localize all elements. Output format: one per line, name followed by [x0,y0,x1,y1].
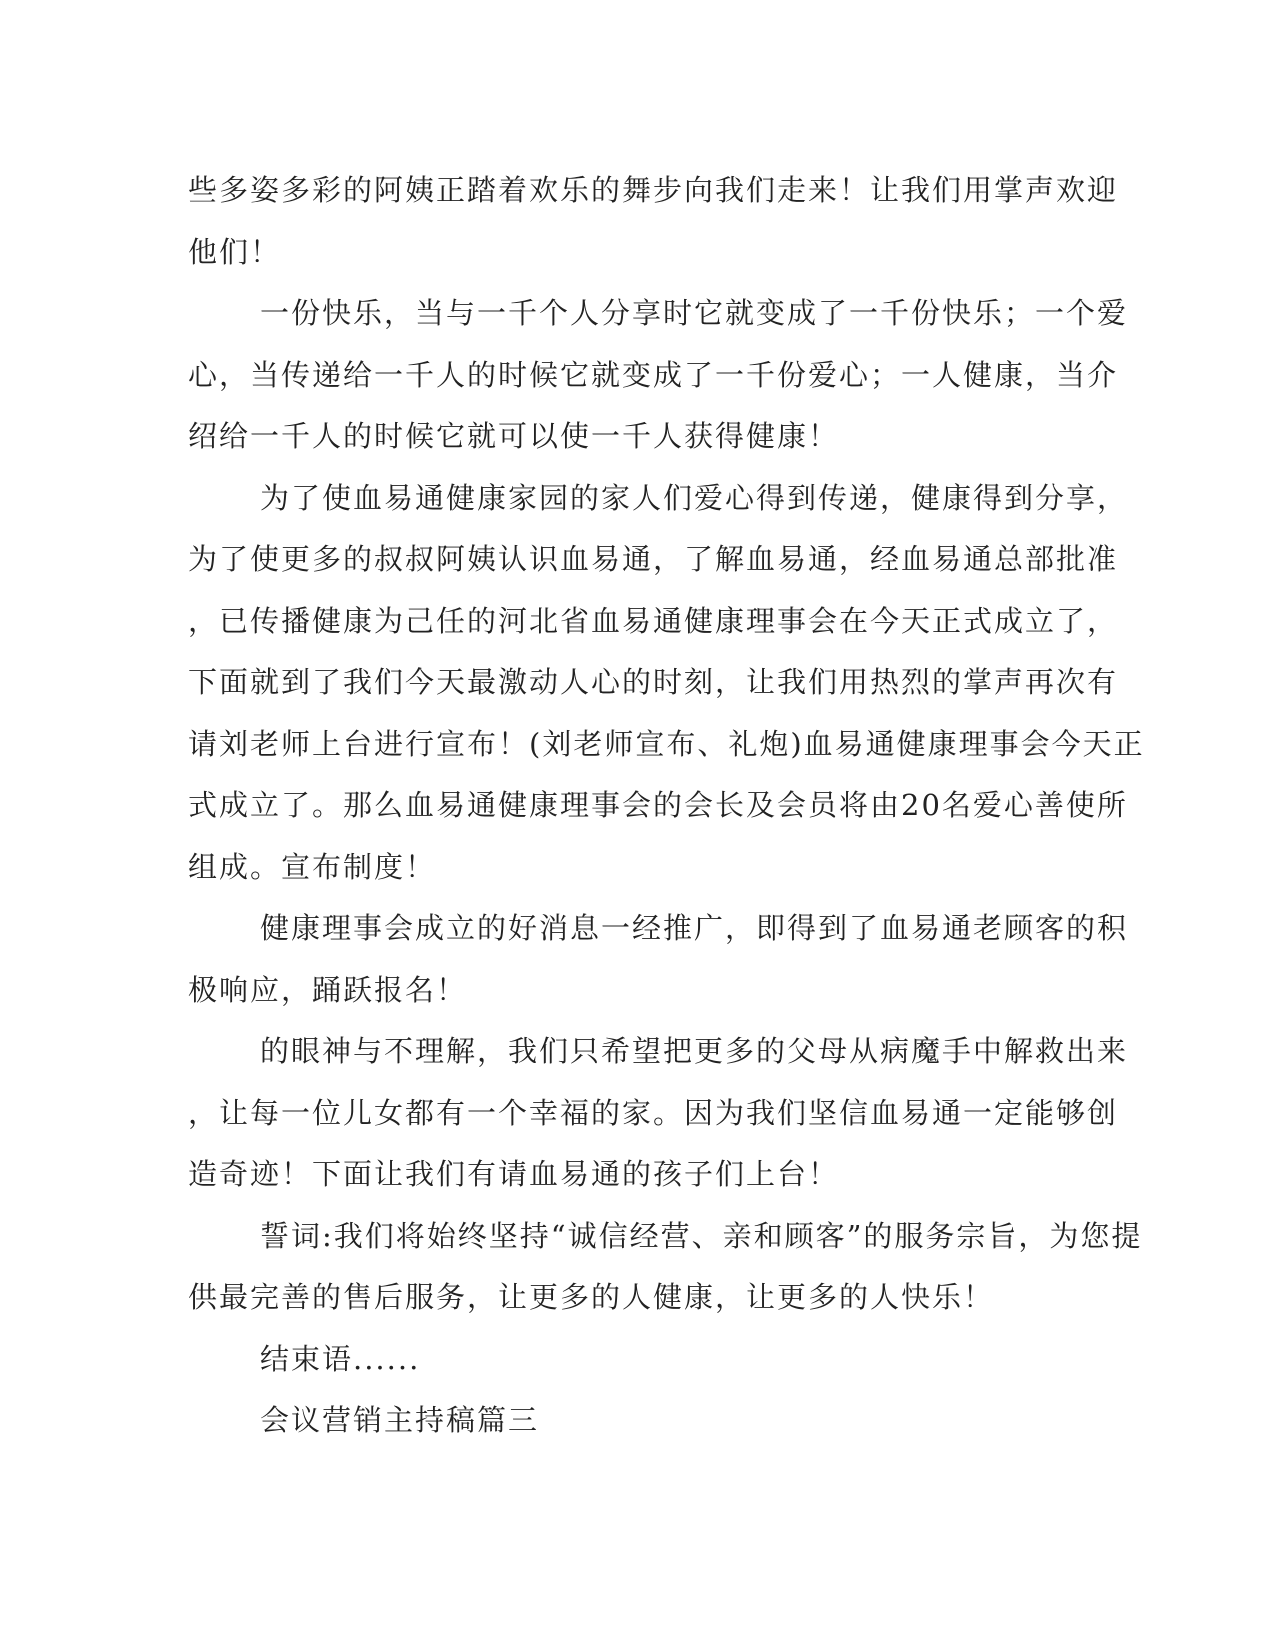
text-line: 心，当传递给一千人的时候它就变成了一千份爱心；一人健康，当介 [188,357,1119,392]
text-line: 一份快乐，当与一千个人分享时它就变成了一千份快乐；一个爱 [260,296,1129,330]
text-line: 的眼神与不理解，我们只希望把更多的父母从病魔手中解救出来 [260,1034,1129,1068]
text-line: 绍给一千人的时候它就可以使一千人获得健康！ [188,419,840,453]
text-line: 供最完善的售后服务，让更多的人健康，让更多的人快乐！ [188,1280,995,1314]
text-line: 极响应，踊跃报名！ [188,972,468,1007]
text-line: 组成。宣布制度！ [188,849,437,884]
text-line: ，让每一位儿女都有一个幸福的家。因为我们坚信血易通一定能够创 [188,1095,1119,1130]
text-line: 为了使血易通健康家园的家人们爱心得到传递，健康得到分享， [260,480,1129,515]
text-line: 下面就到了我们今天最激动人心的时刻，让我们用热烈的掌声再次有 [188,665,1119,699]
text-line: 会议营销主持稿篇三 [260,1403,540,1437]
text-line: 他们！ [188,234,282,269]
document-body [188,160,1145,1452]
text-line: 些多姿多彩的阿姨正踏着欢乐的舞步向我们走来！让我们用掌声欢迎 [188,173,1119,207]
text-line: 誓词:我们将始终坚持“诚信经营、亲和顾客”的服务宗旨，为您提 [260,1218,1143,1253]
text-line: 健康理事会成立的好消息一经推广，即得到了血易通老顾客的积 [260,911,1129,945]
text-line: 请刘老师上台进行宣布！(刘老师宣布、礼炮)血易通健康理事会今天正 [188,726,1145,761]
text-line: 为了使更多的叔叔阿姨认识血易通，了解血易通，经血易通总部批准 [188,542,1119,576]
text-line: ，已传播健康为己任的河北省血易通健康理事会在今天正式成立了， [188,603,1119,638]
text-line: 式成立了。那么血易通健康理事会的会长及会员将由20名爱心善使所 [188,788,1128,822]
text-line: 结束语...... [260,1341,421,1376]
text-line: 造奇迹！下面让我们有请血易通的孩子们上台！ [188,1157,840,1191]
